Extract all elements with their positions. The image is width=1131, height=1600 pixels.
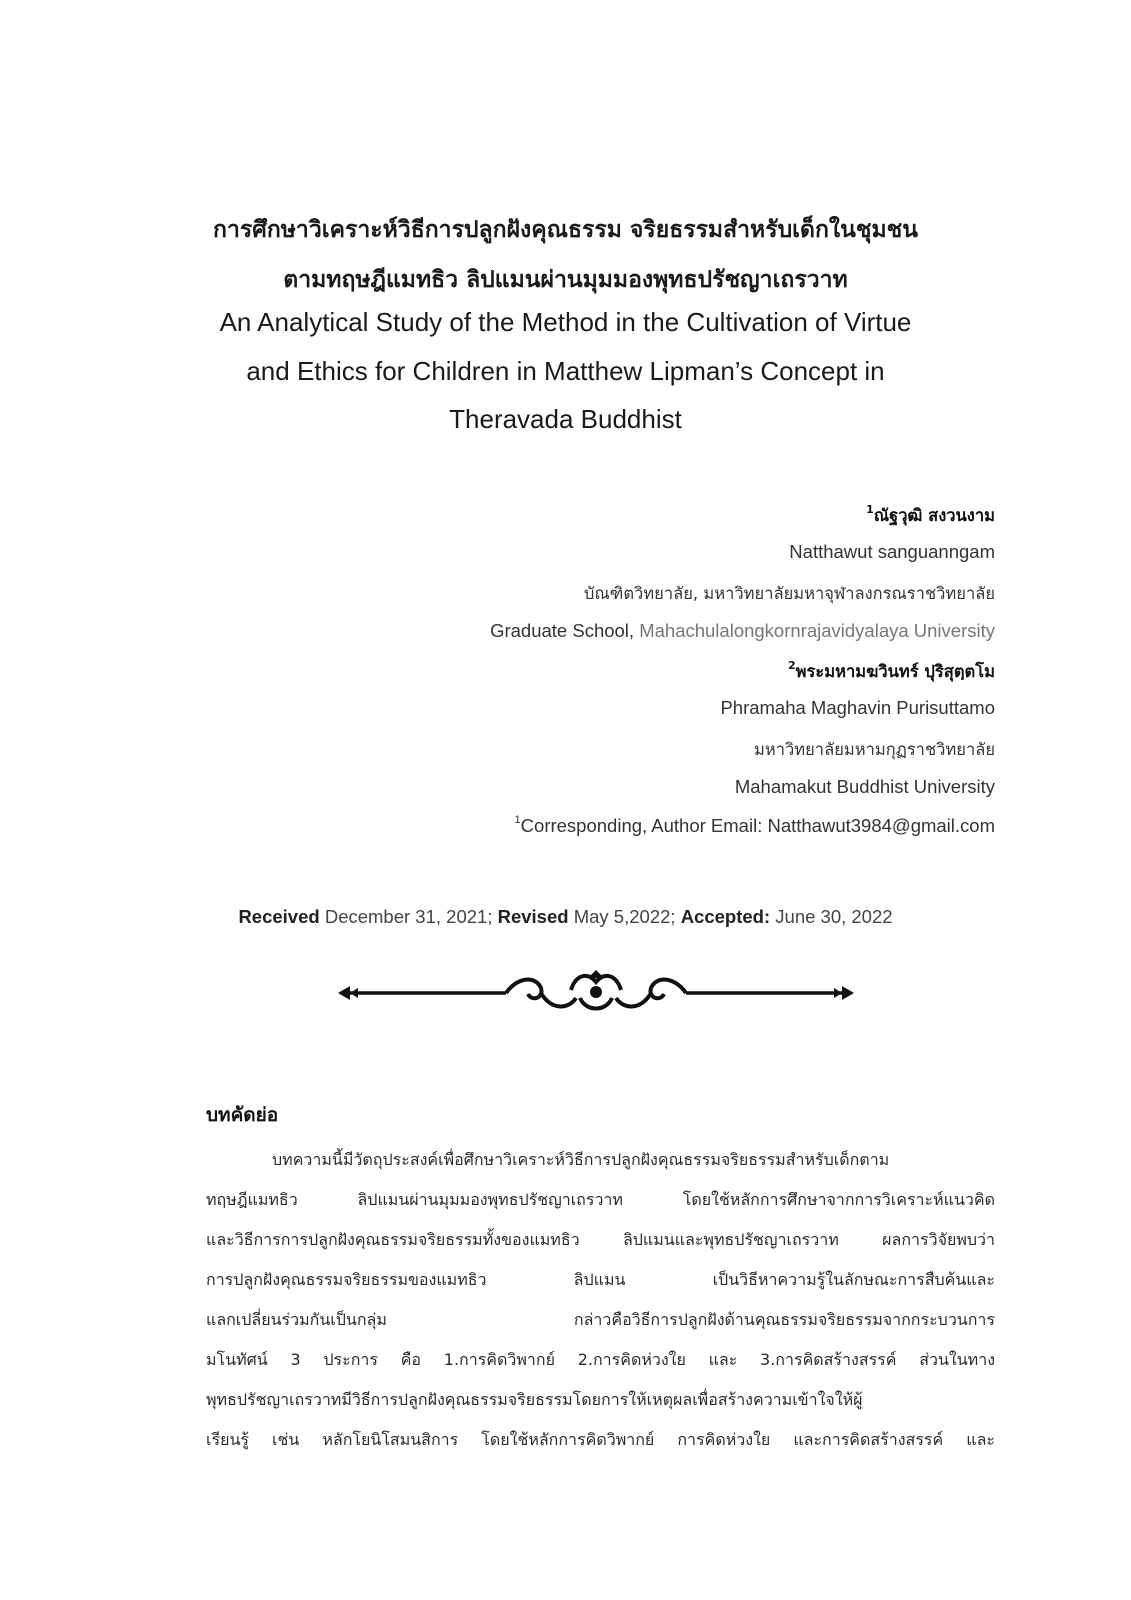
title-thai-line-1: การศึกษาวิเคราะห์วิธีการปลูกฝังคุณธรรม จริยธรรมสำหรับเด็กในชุมชน: [213, 217, 918, 243]
abstract-line: พุทธปรัชญาเถรวาทมีวิธีการปลูกฝังคุณธรรมจริยธรรมโดยการให้เหตุผลเพื่อสร้างความเข้าใจให้ผู้: [206, 1390, 863, 1409]
author-1-name-english: Natthawut sanguanngam: [789, 541, 995, 562]
author-1-name-thai: $^1$ณัฐวุฒิ สงวนงาม: [866, 502, 995, 525]
title-english-line-1: An Analytical Study of the Method in the Cultivation of Virtue: [219, 307, 912, 337]
author-1-affiliation-thai: บัณฑิตวิทยาลัย, มหาวิทยาลัยมหาจุฬาลงกรณราชวิทยาลัย: [583, 584, 995, 603]
article-dates: Received December 31, 2021; Revised May 5,2022; Accepted: June 30, 2022: [238, 906, 893, 927]
corresponding-superscript: 1: [514, 813, 521, 826]
title-english-line-3: Theravada Buddhist: [449, 404, 682, 434]
abstract-heading: บทคัดย่อ: [206, 1104, 279, 1126]
abstract-line: บทความนี้มีวัตถุประสงค์เพื่อศึกษาวิเคราะห์วิธีการปลูกฝังคุณธรรมจริยธรรมสำหรับเด็กตาม: [272, 1150, 890, 1169]
title-thai-line-2: ตามทฤษฎีแมทธิว ลิปแมนผ่านมุมมองพุทธปรัชญาเถรวาท: [283, 267, 848, 293]
title-english-line-2: and Ethics for Children in Matthew Lipman’s Concept in: [246, 356, 885, 386]
author-1-superscript: 1: [866, 502, 874, 516]
author-2-affiliation-thai: มหาวิทยาลัยมหามกุฏราชวิทยาลัย: [753, 740, 995, 759]
author-2-name-english: Phramaha Maghavin Purisuttamo: [720, 697, 995, 718]
abstract-line: แลกเปลี่ยนร่วมกันเป็นกลุ่ม กล่าวคือวิธีการปลูกฝังด้านคุณธรรมจริยธรรมจากกระบวนการ: [206, 1310, 995, 1329]
abstract-line: การปลูกฝังคุณธรรมจริยธรรมของแมทธิว ลิปแมน เป็นวิธีหาความรู้ในลักษณะการสืบค้นและ: [206, 1270, 995, 1289]
author-2-name-thai: $^2$พระมหามฆวินทร์ ปุริสุตฺตโม: [787, 658, 995, 681]
abstract-line: มโนทัศน์ 3 ประการ คือ 1.การคิดวิพากย์ 2.การคิดห่วงใย และ 3.การคิดสร้างสรรค์ ส่วนในทาง: [206, 1350, 995, 1369]
abstract-line: เรียนรู้ เช่น หลักโยนิโสมนสิการ โดยใช้หลักการคิดวิพากย์ การคิดห่วงใย และการคิดสร้างสรรค์ และ: [206, 1430, 995, 1449]
author-2-affiliation-english: Mahamakut Buddhist University: [734, 776, 995, 797]
corresponding-author-email: $^1$Corresponding, Author Email: Natthawut3984@gmail.com: [514, 813, 995, 836]
abstract-line: ทฤษฎีแมทธิว ลิปแมนผ่านมุมมองพุทธปรัชญาเถรวาท โดยใช้หลักการศึกษาจากการวิเคราะห์แนวคิด: [206, 1190, 995, 1209]
author-2-superscript: 2: [787, 658, 796, 672]
author-1-affiliation-english: Graduate School, Mahachulalongkornrajavidyalaya University: [490, 620, 995, 641]
university-name: Mahachulalongkornrajavidyalaya University: [639, 620, 995, 641]
decorative-divider-ornament: [336, 968, 856, 1018]
abstract-line: และวิธีการการปลูกฝังคุณธรรมจริยธรรมทั้งของแมทธิว ลิปแมนและพุทธปรัชญาเถรวาท ผลการวิจัยพบว่า: [206, 1230, 995, 1249]
